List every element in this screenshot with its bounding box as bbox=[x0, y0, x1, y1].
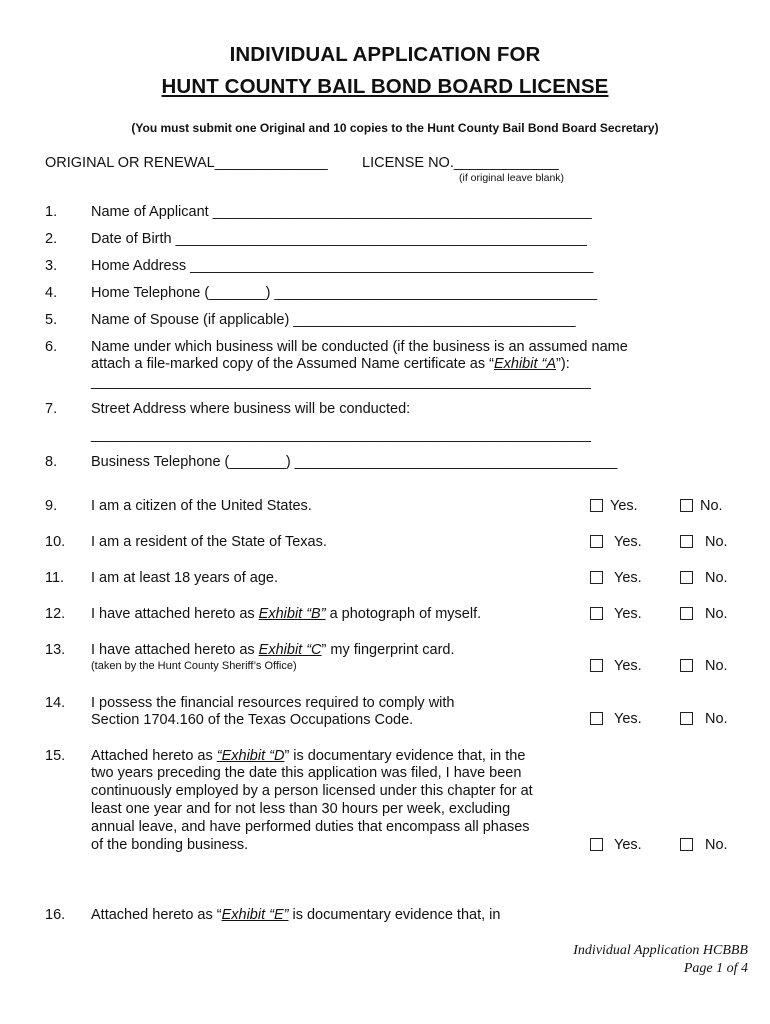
item-number: 5. bbox=[45, 312, 58, 328]
business-address-label: Street Address where business will be conducted: bbox=[91, 401, 411, 417]
home-address-field[interactable]: Home Address __________________________________________________ bbox=[91, 258, 594, 274]
exhibit-c-ref: Exhibit “C bbox=[258, 642, 322, 658]
employment-question-line3: continuously employed by a person licensed under this chapter for at bbox=[91, 783, 533, 799]
financial-no-checkbox[interactable] bbox=[680, 712, 693, 725]
age-yes-checkbox[interactable] bbox=[590, 571, 603, 584]
item-number: 2. bbox=[45, 231, 58, 247]
home-telephone-field[interactable]: Home Telephone (_______) ________________________________________ bbox=[91, 285, 598, 301]
business-telephone-field[interactable]: Business Telephone (_______) ________________________________________ bbox=[91, 454, 618, 470]
employment-question-line1: Attached hereto as “Exhibit “D” is documentary evidence that, in the bbox=[91, 748, 526, 764]
item-number: 1. bbox=[45, 204, 58, 220]
item-number: 7. bbox=[45, 401, 58, 417]
title-line-1: INDIVIDUAL APPLICATION FOR bbox=[229, 43, 541, 66]
item-number: 11. bbox=[45, 570, 65, 586]
business-name-field[interactable]: ______________________________________________________________ bbox=[91, 374, 591, 390]
exhibit-b-ref: Exhibit “B” bbox=[258, 606, 326, 622]
resident-question: I am a resident of the State of Texas. bbox=[91, 534, 327, 550]
photograph-no-checkbox[interactable] bbox=[680, 607, 693, 620]
yes-label: Yes. bbox=[614, 570, 642, 586]
submission-note: (You must submit one Original and 10 copies to the Hunt County Bail Bond Board Secretary) bbox=[131, 121, 659, 135]
item-number: 15. bbox=[45, 748, 66, 764]
exhibit-d-ref: “Exhibit “D bbox=[216, 748, 285, 764]
employment-question-line4: least one year and for not less than 30 hours per week, excluding bbox=[91, 801, 511, 817]
date-of-birth-field[interactable]: Date of Birth ___________________________________________________ bbox=[91, 231, 587, 247]
item-number: 6. bbox=[45, 339, 58, 355]
age-no-checkbox[interactable] bbox=[680, 571, 693, 584]
no-label: No. bbox=[705, 658, 728, 674]
fingerprint-note: (taken by the Hunt County Sheriff’s Office) bbox=[91, 660, 297, 672]
exhibit-e-ref: Exhibit “E” bbox=[221, 907, 289, 923]
yes-label: Yes. bbox=[614, 711, 642, 727]
yes-label: Yes. bbox=[610, 498, 638, 514]
title-line-2: HUNT COUNTY BAIL BOND BOARD LICENSE bbox=[161, 75, 609, 98]
assumed-name-instruction: attach a file-marked copy of the Assumed Name certificate as “Exhibit “A”): bbox=[91, 356, 570, 372]
business-name-label: Name under which business will be conducted (if the business is an assumed name bbox=[91, 339, 628, 355]
citizen-no-checkbox[interactable] bbox=[680, 499, 693, 512]
exhibit-e-question: Attached hereto as “Exhibit “E” is documentary evidence that, in bbox=[91, 907, 501, 923]
employment-question-line6: of the bonding business. bbox=[91, 837, 249, 853]
citizen-question: I am a citizen of the United States. bbox=[91, 498, 312, 514]
resident-yes-checkbox[interactable] bbox=[590, 535, 603, 548]
employment-no-checkbox[interactable] bbox=[680, 838, 693, 851]
financial-yes-checkbox[interactable] bbox=[590, 712, 603, 725]
no-label: No. bbox=[705, 837, 728, 853]
spouse-name-field[interactable]: Name of Spouse (if applicable) ___________________________________ bbox=[91, 312, 576, 328]
no-label: No. bbox=[705, 570, 728, 586]
footer-form-name: Individual Application HCBBB bbox=[573, 943, 748, 958]
item-number: 10. bbox=[45, 534, 66, 550]
fingerprint-no-checkbox[interactable] bbox=[680, 659, 693, 672]
item-number: 8. bbox=[45, 454, 58, 470]
item-number: 13. bbox=[45, 642, 66, 658]
no-label: No. bbox=[700, 498, 723, 514]
item-number: 14. bbox=[45, 695, 66, 711]
item-number: 3. bbox=[45, 258, 58, 274]
original-or-renewal-field[interactable]: ORIGINAL OR RENEWAL______________ bbox=[45, 155, 328, 171]
yes-label: Yes. bbox=[614, 658, 642, 674]
no-label: No. bbox=[705, 534, 728, 550]
employment-question-line5: annual leave, and have performed duties that encompass all phases bbox=[91, 819, 530, 835]
no-label: No. bbox=[705, 606, 728, 622]
citizen-yes-checkbox[interactable] bbox=[590, 499, 603, 512]
item-number: 4. bbox=[45, 285, 58, 301]
yes-label: Yes. bbox=[614, 606, 642, 622]
resident-no-checkbox[interactable] bbox=[680, 535, 693, 548]
license-note: (if original leave blank) bbox=[459, 172, 565, 184]
fingerprint-question: I have attached hereto as Exhibit “C” my fingerprint card. bbox=[91, 642, 455, 658]
photograph-question: I have attached hereto as Exhibit “B” a photograph of myself. bbox=[91, 606, 482, 622]
applicant-name-field[interactable]: Name of Applicant _______________________________________________ bbox=[91, 204, 592, 220]
no-label: No. bbox=[705, 711, 728, 727]
financial-question-line2: Section 1704.160 of the Texas Occupations Code. bbox=[91, 712, 414, 728]
employment-question-line2: two years preceding the date this application was filed, I have been bbox=[91, 765, 522, 781]
employment-yes-checkbox[interactable] bbox=[590, 838, 603, 851]
item-number: 12. bbox=[45, 606, 66, 622]
yes-label: Yes. bbox=[614, 837, 642, 853]
license-number-field[interactable]: LICENSE NO._____________ bbox=[362, 155, 559, 171]
item-number: 16. bbox=[45, 907, 66, 923]
yes-label: Yes. bbox=[614, 534, 642, 550]
footer-page-number: Page 1 of 4 bbox=[683, 961, 748, 976]
exhibit-a-ref: Exhibit “A bbox=[493, 356, 557, 372]
photograph-yes-checkbox[interactable] bbox=[590, 607, 603, 620]
financial-question-line1: I possess the financial resources required to comply with bbox=[91, 695, 455, 711]
item-number: 9. bbox=[45, 498, 58, 514]
age-question: I am at least 18 years of age. bbox=[91, 570, 278, 586]
fingerprint-yes-checkbox[interactable] bbox=[590, 659, 603, 672]
business-address-field[interactable]: ______________________________________________________________ bbox=[91, 427, 591, 443]
